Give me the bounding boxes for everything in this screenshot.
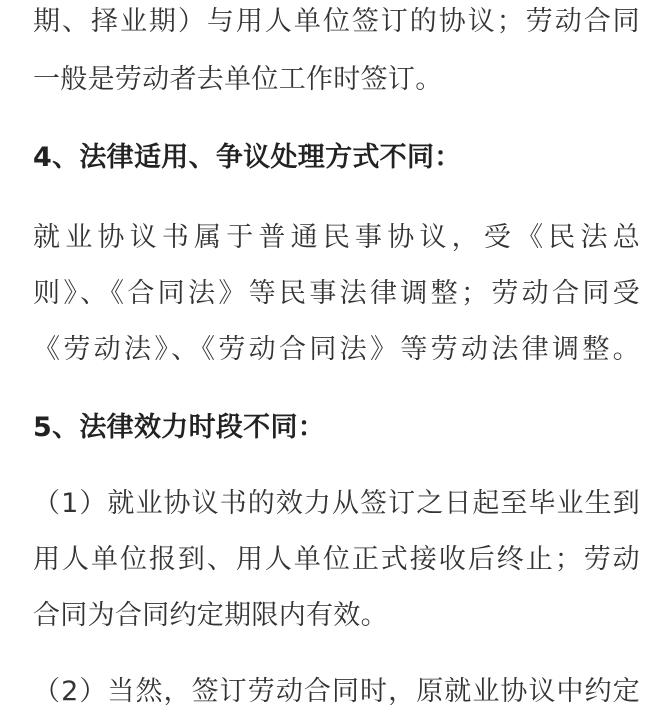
section-heading-5: 5、法律效力时段不同：	[33, 412, 326, 443]
paragraph-4-line-1: 就业协议书属于普通民事协议，受《民法总	[33, 222, 640, 253]
paragraph-5-1-line-3: 合同为合同约定期限内有效。	[33, 600, 388, 631]
paragraph-5-1-line-1: （1）就业协议书的效力从签订之日起至毕业生到	[33, 488, 640, 519]
paragraph-5-2-line-1: （2）当然，签订劳动合同时，原就业协议中约定	[33, 676, 640, 707]
paragraph-4-line-3: 《劳动法》、《劳动合同法》等劳动法律调整。	[33, 334, 640, 365]
paragraph-5-1-line-2: 用人单位报到、用人单位正式接收后终止；劳动	[33, 544, 640, 575]
section-heading-4: 4、法律适用、争议处理方式不同：	[33, 142, 462, 173]
paragraph-prev-line-2: 一般是劳动者去单位工作时签订。	[33, 64, 443, 95]
paragraph-prev-line-1: 期、择业期）与用人单位签订的协议；劳动合同	[33, 6, 640, 37]
paragraph-4-line-2: 则》、《合同法》等民事法律调整；劳动合同受	[33, 278, 640, 309]
